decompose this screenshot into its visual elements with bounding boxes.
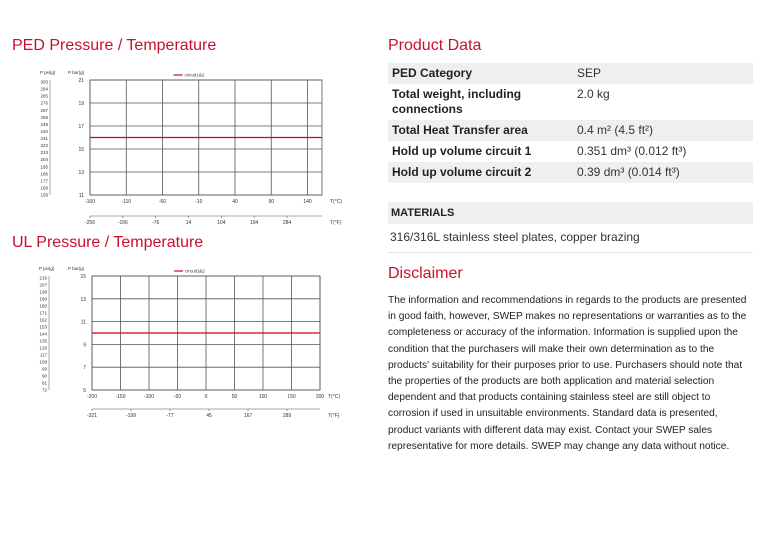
disclaimer-text	[388, 293, 760, 455]
y-tick-label-psi: 198	[39, 289, 47, 295]
product-data-title: Product Data	[388, 37, 482, 54]
y-tick-label-bar: 7	[83, 365, 86, 372]
y-tick-label-psi: 177	[40, 178, 48, 184]
row-label: PED Category	[392, 66, 473, 80]
y-tick-label-bar: 15	[78, 147, 84, 153]
x-tick-label-celsius: 0	[204, 394, 208, 400]
legend-label: circuit1&2	[184, 72, 205, 78]
x-axis-label-fahrenheit: T(°F)	[330, 220, 342, 226]
y-tick-label-bar: 13	[78, 170, 84, 176]
y-tick-label-psi: 168	[40, 185, 48, 191]
row-value: 0.351 dm³ (0.012 ft³)	[577, 144, 687, 158]
ul-pressure-temperature-chart	[30, 263, 360, 428]
row-value: 0.39 dm³ (0.014 ft³)	[577, 165, 680, 179]
x-tick-label-celsius: -60	[158, 199, 167, 205]
y-tick-label-psi: 108	[39, 359, 47, 365]
y-tick-label-psi: 144	[39, 331, 47, 337]
table-row	[388, 84, 753, 120]
y-tick-label-bar: 11	[78, 193, 84, 199]
x-tick-label-celsius: 140	[303, 199, 312, 205]
x-tick-label-fahrenheit: -321	[86, 413, 98, 419]
ped-chart-svg	[30, 66, 350, 231]
y-tick-label-bar: 13	[80, 296, 86, 303]
ul-chart-title: UL Pressure / Temperature	[12, 234, 204, 251]
table-row	[388, 63, 753, 84]
y-tick-label-psi: 240	[40, 128, 48, 134]
x-tick-label-fahrenheit: -77	[166, 413, 174, 419]
x-axis-label-celsius: T(°C)	[330, 199, 342, 205]
x-tick-label-celsius: 200	[315, 394, 325, 400]
y-tick-label-bar: 17	[78, 124, 84, 130]
y-tick-label-bar: 11	[80, 319, 86, 326]
y-tick-label-psi: 135	[39, 338, 47, 344]
x-tick-label-celsius: -100	[143, 394, 155, 400]
y-tick-label-bar: 9	[83, 342, 86, 349]
y-tick-label-psi: 90	[41, 373, 47, 379]
y-axis-header-bar: P bar(g)	[68, 266, 85, 271]
disclaimer-title: Disclaimer	[388, 265, 463, 282]
y-axis-header-psi: P psi(g)	[39, 266, 55, 271]
y-tick-label-psi: 231	[40, 136, 48, 141]
ped-chart-title: PED Pressure / Temperature	[12, 37, 217, 54]
product-data-table	[388, 63, 753, 183]
disclaimer-line: completeness or accuracy of the information. Information is supplied upon the	[388, 327, 738, 339]
x-tick-label-fahrenheit: -256	[84, 220, 96, 226]
x-tick-label-celsius: -110	[121, 199, 132, 205]
x-tick-label-fahrenheit: 104	[217, 220, 226, 226]
y-tick-label-psi: 294	[40, 86, 48, 92]
y-tick-label-psi: 285	[40, 93, 48, 99]
x-tick-label-celsius: -10	[195, 199, 203, 205]
disclaimer-line: dependent and that products containing stainless steel are still object to	[388, 392, 711, 404]
y-tick-label-psi: 276	[40, 100, 48, 106]
ul-chart-svg	[30, 263, 360, 428]
x-tick-label-celsius: -160	[84, 199, 96, 205]
x-tick-label-celsius: 100	[258, 394, 268, 400]
materials-text: 316/316L stainless steel plates, copper brazing	[390, 230, 640, 244]
y-tick-label-psi: 222	[40, 143, 48, 149]
x-axis-label-celsius: T(°C)	[328, 394, 340, 400]
table-row	[388, 162, 753, 183]
x-tick-label-fahrenheit: 289	[282, 413, 292, 419]
x-axis-label-fahrenheit: T(°F)	[328, 413, 340, 419]
y-tick-label-psi: 81	[41, 380, 47, 386]
disclaimer-line: condition that the purchasers will make their own determination as to the	[388, 343, 715, 355]
x-tick-label-fahrenheit: 194	[249, 220, 259, 226]
y-tick-label-bar: 19	[78, 101, 84, 107]
y-tick-label-bar: 21	[78, 78, 84, 84]
y-tick-label-psi: 117	[39, 352, 47, 358]
y-axis-header-bar: P bar(g)	[68, 70, 85, 75]
divider	[388, 252, 753, 253]
y-tick-label-psi: 195	[40, 164, 48, 170]
y-tick-label-psi: 186	[40, 171, 48, 177]
y-tick-label-psi: 267	[40, 107, 48, 113]
table-row	[388, 141, 753, 162]
y-axis-header-psi: P psi(g)	[40, 70, 56, 75]
row-label: Hold up volume circuit 2	[392, 165, 532, 179]
x-tick-label-celsius: -200	[86, 394, 98, 400]
ped-pressure-temperature-chart	[30, 66, 350, 231]
y-tick-label-psi: 99	[41, 366, 47, 372]
x-tick-label-celsius: -150	[115, 394, 126, 400]
x-tick-label-celsius: 150	[287, 394, 296, 400]
x-tick-label-fahrenheit: -76	[152, 220, 160, 226]
disclaimer-line: corrosion if used in unsuitable environments. Standard data is presented,	[388, 408, 718, 420]
x-tick-label-celsius: 40	[232, 199, 238, 205]
row-value: SEP	[577, 66, 602, 80]
y-tick-label-bar: 5	[83, 388, 86, 394]
x-tick-label-fahrenheit: 45	[206, 413, 212, 419]
disclaimer-line: products' suitability for their purposes prior to use. Purchasers should note that	[388, 359, 743, 371]
y-tick-label-psi: 249	[40, 121, 48, 127]
disclaimer-line: in good faith, however, SWEP makes no representations or warranties as to the	[388, 311, 747, 323]
x-tick-label-fahrenheit: 167	[243, 413, 253, 419]
x-tick-label-celsius: 90	[268, 199, 275, 205]
table-row	[388, 120, 753, 141]
x-tick-label-fahrenheit: -199	[125, 413, 137, 419]
materials-label: MATERIALS	[388, 202, 753, 224]
disclaimer-line: product variants with different data may exist. Contact your SWEP sales	[388, 424, 713, 436]
disclaimer-line: representative for more details. SWEP may change any data without notice.	[388, 440, 730, 452]
y-tick-label-psi: 159	[40, 192, 48, 198]
row-label: Total weight, including connections	[392, 87, 522, 116]
y-tick-label-psi: 204	[40, 157, 48, 163]
row-label: Total Heat Transfer area	[392, 123, 528, 137]
y-tick-label-psi: 180	[39, 303, 47, 309]
row-value: 0.4 m² (4.5 ft²)	[577, 123, 654, 137]
y-tick-label-psi: 162	[39, 317, 47, 323]
y-tick-label-psi: 189	[39, 296, 47, 302]
y-tick-label-psi: 72	[41, 387, 47, 393]
x-tick-label-celsius: 50	[231, 394, 238, 400]
y-tick-label-psi: 126	[39, 345, 47, 351]
y-tick-label-psi: 216	[39, 275, 47, 281]
disclaimer-line: the properties of the products are both application and material selection	[388, 376, 715, 388]
row-label: Hold up volume circuit 1	[392, 144, 532, 158]
row-value: 2.0 kg	[577, 87, 610, 101]
y-tick-label-psi: 303	[40, 79, 48, 85]
x-tick-label-celsius: -50	[173, 394, 182, 400]
disclaimer-line: The information and recommendations in regards to the products are presented	[388, 295, 747, 306]
y-tick-label-bar: 15	[80, 274, 86, 280]
y-tick-label-psi: 207	[39, 282, 47, 288]
x-tick-label-fahrenheit: 284	[282, 220, 292, 226]
y-tick-label-psi: 213	[40, 150, 48, 156]
y-tick-label-psi: 258	[40, 114, 48, 120]
y-tick-label-psi: 153	[39, 324, 47, 330]
x-tick-label-fahrenheit: -166	[117, 220, 128, 226]
y-tick-label-psi: 171	[39, 310, 47, 316]
x-tick-label-fahrenheit: 14	[185, 220, 192, 226]
legend-label: circuit1&2	[185, 268, 205, 274]
